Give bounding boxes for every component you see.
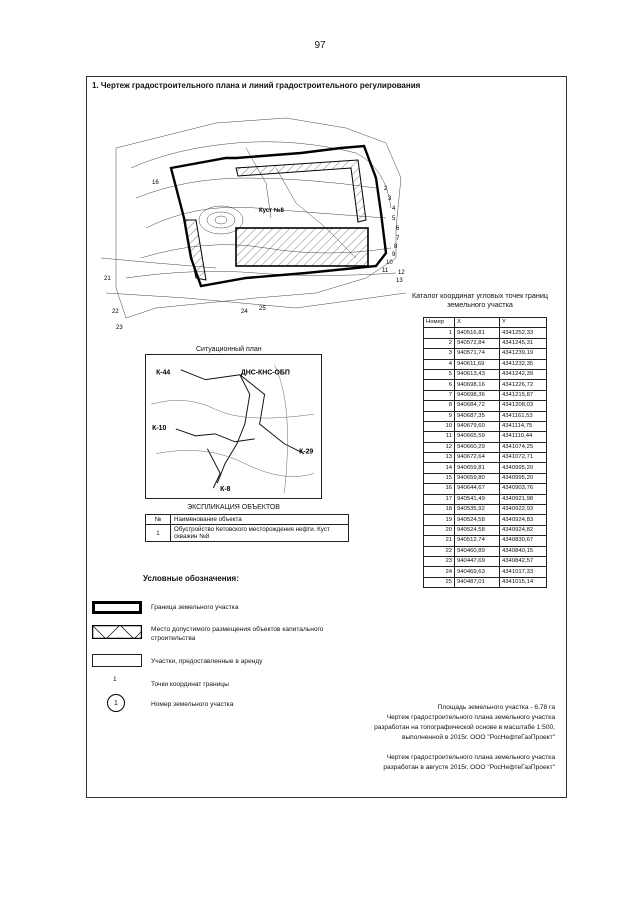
table-cell: 940524,58 (455, 515, 500, 525)
table-cell: 4341074,25 (500, 442, 547, 452)
table-row (424, 556, 547, 566)
table-cell: 940679,60 (455, 421, 500, 431)
table-cell: 8 (424, 401, 455, 411)
point-label: 24 (241, 309, 248, 315)
point-label: 9 (392, 252, 396, 258)
table-cell: 4341252,33 (500, 328, 547, 338)
table-cell: 4341114,75 (500, 421, 547, 431)
table-row (424, 421, 547, 431)
point-label: 1 (374, 174, 378, 180)
table-cell: 24 (424, 567, 455, 577)
table-row (424, 349, 547, 359)
table-cell: 4341072,71 (500, 453, 547, 463)
point-label: 22 (112, 309, 119, 315)
situation-label: ДНС-КНС-ОБП (240, 369, 290, 377)
table-cell: 4341017,33 (500, 567, 547, 577)
point-label: 8 (394, 244, 398, 250)
table-row (424, 577, 547, 587)
table-cell: 7 (424, 390, 455, 400)
table-cell: 4340840,15 (500, 546, 547, 556)
table-cell: 13 (424, 453, 455, 463)
survey-note: Чертеж градостроительного плана земельного участка (386, 714, 555, 721)
table-cell: 4340922,93 (500, 505, 547, 515)
table-cell: 21 (424, 536, 455, 546)
table-cell: 940613,43 (455, 369, 500, 379)
table-header: X (455, 318, 500, 328)
notes-block (290, 703, 555, 773)
table-row (424, 484, 547, 494)
table-row (424, 525, 547, 535)
situation-plan-title: Ситуационный план (196, 346, 262, 353)
legend-symbol-hatched (92, 625, 142, 639)
catalog-title-line: земельного участка (447, 300, 513, 309)
table-cell: 940460,89 (455, 546, 500, 556)
table-cell: 17 (424, 494, 455, 504)
situation-plan-map (145, 354, 322, 499)
table-cell: 11 (424, 432, 455, 442)
table-cell: 940698,16 (455, 380, 500, 390)
table-row (424, 442, 547, 452)
table-cell: 23 (424, 556, 455, 566)
sheet-title: 1. Чертеж градостроительного плана и линий градостроительного регулирования (92, 81, 421, 90)
table-row (424, 401, 547, 411)
situation-label: К-44 (156, 369, 171, 377)
legend-text: Точки координат границы (151, 681, 229, 688)
point-label: 7 (396, 236, 400, 242)
table-cell: 4340995,20 (500, 463, 547, 473)
legend-symbol-point: 1 (113, 676, 117, 683)
area-note: Площадь земельного участка - 6,78 га (437, 704, 555, 711)
table-cell: 4341226,72 (500, 380, 547, 390)
legend-text: Номер земельного участка (151, 701, 234, 708)
table-row (424, 338, 547, 348)
table-cell: 4341110,44 (500, 432, 547, 442)
point-label: 25 (259, 306, 266, 312)
table-cell: 4 (424, 359, 455, 369)
table-row (424, 453, 547, 463)
table-cell: 4341245,31 (500, 338, 547, 348)
table-cell: 4340995,20 (500, 473, 547, 483)
catalog-title-line: Каталог координат угловых точек границ (411, 291, 549, 300)
table-cell: 6 (424, 380, 455, 390)
table-cell: 940487,01 (455, 577, 500, 587)
table-header-row (146, 515, 349, 525)
table-cell: 1 (146, 525, 171, 542)
table-row (424, 411, 547, 421)
table-row (424, 328, 547, 338)
legend-text: Место допустимого размещения объектов капитального строительства (151, 626, 324, 642)
legend-symbol-lease (92, 654, 142, 667)
situation-label: К-8 (220, 486, 231, 494)
table-cell: 4340903,76 (500, 484, 547, 494)
catalog-title (392, 291, 568, 309)
point-label: 11 (382, 268, 389, 274)
table-cell: 10 (424, 421, 455, 431)
point-label: 6 (396, 226, 400, 232)
table-row (424, 390, 547, 400)
site-plan-drawing (96, 108, 416, 338)
table-cell: 4341232,35 (500, 359, 547, 369)
table-cell: 4340830,67 (500, 536, 547, 546)
table-row (424, 546, 547, 556)
table-cell: 12 (424, 442, 455, 452)
table-cell: 22 (424, 546, 455, 556)
point-label: 23 (116, 325, 123, 331)
development-note: разработан в августе 2015г. ООО "РосНефтеГазПроект" (383, 764, 555, 771)
table-cell: 940665,59 (455, 432, 500, 442)
table-cell: 4340924,83 (500, 515, 547, 525)
point-label: 3 (388, 196, 392, 202)
table-cell: 940687,35 (455, 411, 500, 421)
point-label: 2 (384, 186, 388, 192)
table-row (424, 515, 547, 525)
table-cell: 3 (424, 349, 455, 359)
development-note: Чертеж градостроительного плана земельного участка (386, 754, 555, 761)
legend-text: Граница земельного участка (151, 604, 239, 611)
table-cell: 940541,49 (455, 494, 500, 504)
legend-title: Условные обозначения: (143, 574, 239, 583)
legend-symbol-boundary (92, 601, 142, 614)
page-number: 97 (314, 40, 326, 51)
table-cell: 940659,81 (455, 463, 500, 473)
table-row (424, 473, 547, 483)
table-cell: Обустройство Кетовского месторождения нефти. Куст скважин №8 (171, 525, 349, 542)
point-label: 5 (392, 216, 396, 222)
table-cell: 18 (424, 505, 455, 515)
coordinates-table (423, 317, 547, 588)
table-cell: 940672,64 (455, 453, 500, 463)
table-row (424, 494, 547, 504)
legend-text: Участки, предоставленные в аренду (151, 658, 263, 665)
table-cell: 940571,74 (455, 349, 500, 359)
table-cell: 940512,74 (455, 536, 500, 546)
table-cell: 4341239,19 (500, 349, 547, 359)
table-cell: 9 (424, 411, 455, 421)
table-row (424, 369, 547, 379)
table-row (424, 359, 547, 369)
table-cell: 15 (424, 473, 455, 483)
table-cell: 2 (424, 338, 455, 348)
table-header-row (424, 318, 547, 328)
table-cell: 940684,72 (455, 401, 500, 411)
table-header: Наименование объекта (171, 515, 349, 525)
table-cell: 940535,92 (455, 505, 500, 515)
explication-title: ЭКСПЛИКАЦИЯ ОБЪЕКТОВ (187, 504, 280, 511)
explication-table (145, 514, 349, 542)
cluster-label: Куст №8 (259, 208, 284, 214)
table-cell: 4340924,82 (500, 525, 547, 535)
table-cell: 940698,36 (455, 390, 500, 400)
table-cell: 1 (424, 328, 455, 338)
table-cell: 14 (424, 463, 455, 473)
table-cell: 4340842,57 (500, 556, 547, 566)
table-row (424, 536, 547, 546)
table-cell: 940516,81 (455, 328, 500, 338)
coordinates-body (424, 328, 547, 588)
table-cell: 4341208,03 (500, 401, 547, 411)
situation-label: К-29 (299, 448, 314, 456)
table-cell: 19 (424, 515, 455, 525)
table-row (424, 432, 547, 442)
table-cell: 20 (424, 525, 455, 535)
table-cell: 940447,69 (455, 556, 500, 566)
table-header: Номер (424, 318, 455, 328)
survey-note: выполненной в 2015г. ООО "РосНефтеГазПроект" (401, 734, 555, 741)
table-header: № (146, 515, 171, 525)
table-cell: 4341161,53 (500, 411, 547, 421)
legend-symbol-circle: 1 (107, 694, 125, 712)
table-cell: 5 (424, 369, 455, 379)
point-label: 10 (386, 260, 393, 266)
table-cell: 4341215,87 (500, 390, 547, 400)
point-label: 4 (392, 206, 396, 212)
table-cell: 16 (424, 484, 455, 494)
situation-label: К-10 (152, 424, 167, 432)
survey-note: разработан на топографической основе в масштабе 1:500, (374, 724, 555, 731)
table-row (424, 463, 547, 473)
point-label: 13 (396, 278, 403, 284)
table-cell: 4341242,39 (500, 369, 547, 379)
table-cell: 940659,80 (455, 473, 500, 483)
table-cell: 940660,29 (455, 442, 500, 452)
table-cell: 940611,69 (455, 359, 500, 369)
table-header: Y (500, 318, 547, 328)
table-cell: 940644,67 (455, 484, 500, 494)
table-cell: 4340921,98 (500, 494, 547, 504)
table-cell: 940469,63 (455, 567, 500, 577)
point-label: 12 (398, 270, 405, 276)
table-row (424, 380, 547, 390)
table-cell: 940524,58 (455, 525, 500, 535)
table-cell: 940572,84 (455, 338, 500, 348)
table-row (424, 505, 547, 515)
point-label: 16 (152, 180, 159, 186)
table-cell: 25 (424, 577, 455, 587)
table-row (424, 567, 547, 577)
table-cell: 4341015,14 (500, 577, 547, 587)
point-label: 21 (104, 276, 111, 282)
table-row (146, 525, 349, 542)
